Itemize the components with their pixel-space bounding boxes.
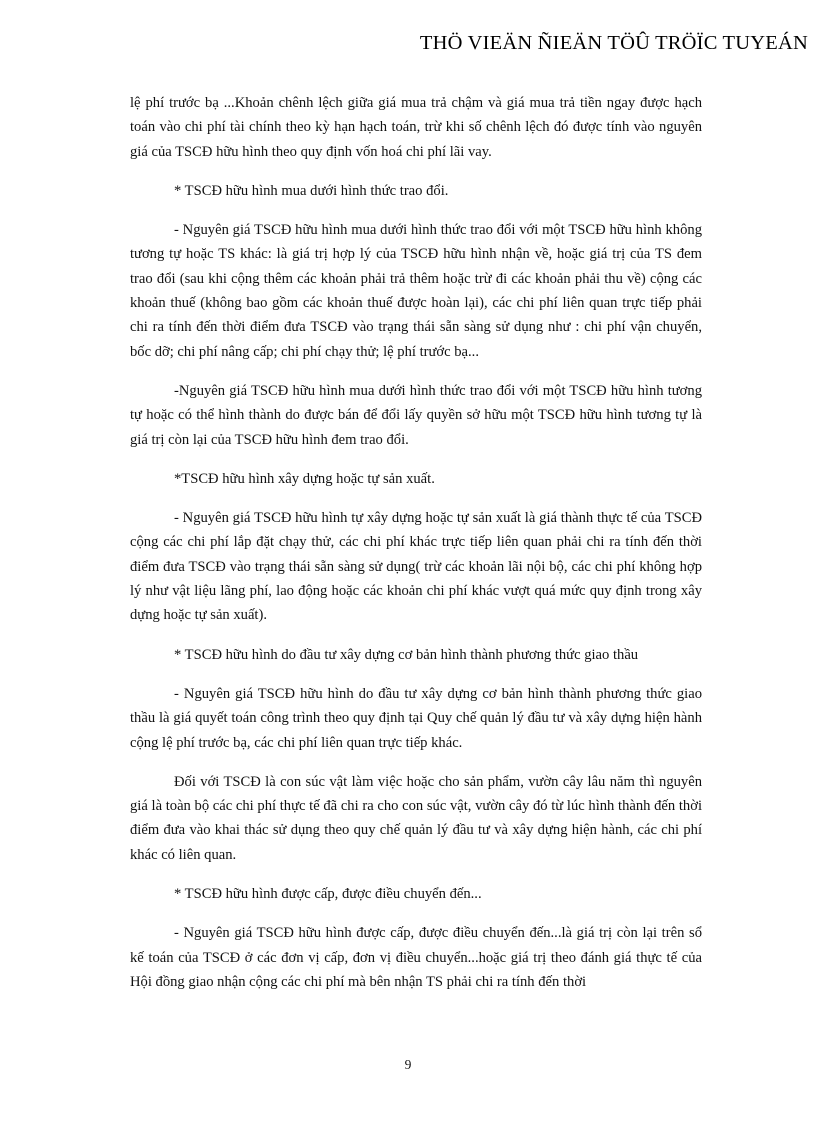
paragraph-7: * TSCĐ hữu hình do đầu tư xây dựng cơ bản hình thành phương thức giao thầu: [174, 646, 639, 663]
paragraph-3: - Nguyên giá TSCĐ hữu hình mua dưới hình thức trao đổi với một TSCĐ hữu hình không tương tự hoặc TS khác: là giá trị hợp lý của TSCĐ hữu hình nhận về, hoặc giá trị của TS đem trao đổi (sau khi cộng thêm các khoản phải trả thêm hoặc trừ đi các khoản phải thu về) cộng các khoản thuế (không bao gồm các khoản thuế được hoàn lại), các chi phí liên quan trực tiếp phải chi ra tính đến thời điểm đưa TSCĐ vào trạng thái sẵn sàng sử dụng như : chi phí vận chuyển, bốc dỡ; chi phí nâng cấp; chi phí chạy thử; lệ phí trước bạ...: [130, 222, 702, 360]
paragraph-1: lệ phí trước bạ ...Khoản chênh lệch giữa giá mua trả chậm và giá mua trả tiền ngay được hạch toán vào chi phí tài chính theo kỳ hạn hạch toán, trừ khi số chênh lệch đó được tính vào nguyên giá của TSCĐ hữu hình theo quy định vốn hoá chi phí lãi vay.: [130, 95, 702, 160]
paragraph-4: -Nguyên giá TSCĐ hữu hình mua dưới hình thức trao đổi với một TSCĐ hữu hình tương tự hoặc có thể hình thành do được bán để đổi lấy quyền sở hữu một TSCĐ hữu hình tương tự là giá trị còn lại của TSCĐ hữu hình đem trao đổi.: [130, 382, 702, 448]
document-body: [130, 91, 702, 1009]
paragraph-9: Đối với TSCĐ là con súc vật làm việc hoặc cho sản phẩm, vườn cây lâu năm thì nguyên giá là toàn bộ các chi phí thực tế đã chi ra cho con súc vật, vườn cây đó từ lúc hình thành đến thời điểm đưa vào khai thác sử dụng theo quy chế quản lý đầu tư và xây dựng hiện hành, các chi phí khác có liên quan.: [130, 773, 702, 863]
page-header: THÖ VIEÄN ÑIEÄN TÖÛ TRÖÏC TUYEÁN: [419, 32, 808, 54]
paragraph-5: *TSCĐ hữu hình xây dựng hoặc tự sản xuất.: [174, 470, 435, 487]
paragraph-10: * TSCĐ hữu hình được cấp, được điều chuyển đến...: [174, 886, 482, 903]
paragraph-8: - Nguyên giá TSCĐ hữu hình do đầu tư xây dựng cơ bản hình thành phương thức giao thầu là giá quyết toán công trình theo quy định tại Quy chế quản lý đầu tư và xây dựng hiện hành cộng lệ phí trước bạ, các chi phí liên quan trực tiếp khác.: [130, 685, 702, 751]
paragraph-11: - Nguyên giá TSCĐ hữu hình được cấp, được điều chuyển đến...là giá trị còn lại trên sổ kế toán của TSCĐ ở các đơn vị cấp, đơn vị điều chuyển...hoặc giá trị theo đánh giá thực tế của Hội đồng giao nhận cộng các chi phí mà bên nhận TS phải chi ra tính đến thời: [130, 925, 702, 990]
paragraph-2: * TSCĐ hữu hình mua dưới hình thức trao đổi.: [174, 182, 449, 199]
paragraph-6: - Nguyên giá TSCĐ hữu hình tự xây dựng hoặc tự sản xuất là giá thành thực tế của TSCĐ cộng các chi phí lắp đặt chạy thử, các chi phí khác trực tiếp liên quan phải chi ra tính đến thời điểm đưa TSCĐ vào trạng thái sẵn sàng sử dụng( trừ các khoản lãi nội bộ, các chi phí không hợp lý như vật liệu lãng phí, lao động hoặc các khoản chi phí khác vượt quá mức quy định trong xây dựng hoặc tự sản xuất).: [130, 510, 702, 624]
page-number: 9: [404, 1057, 412, 1072]
